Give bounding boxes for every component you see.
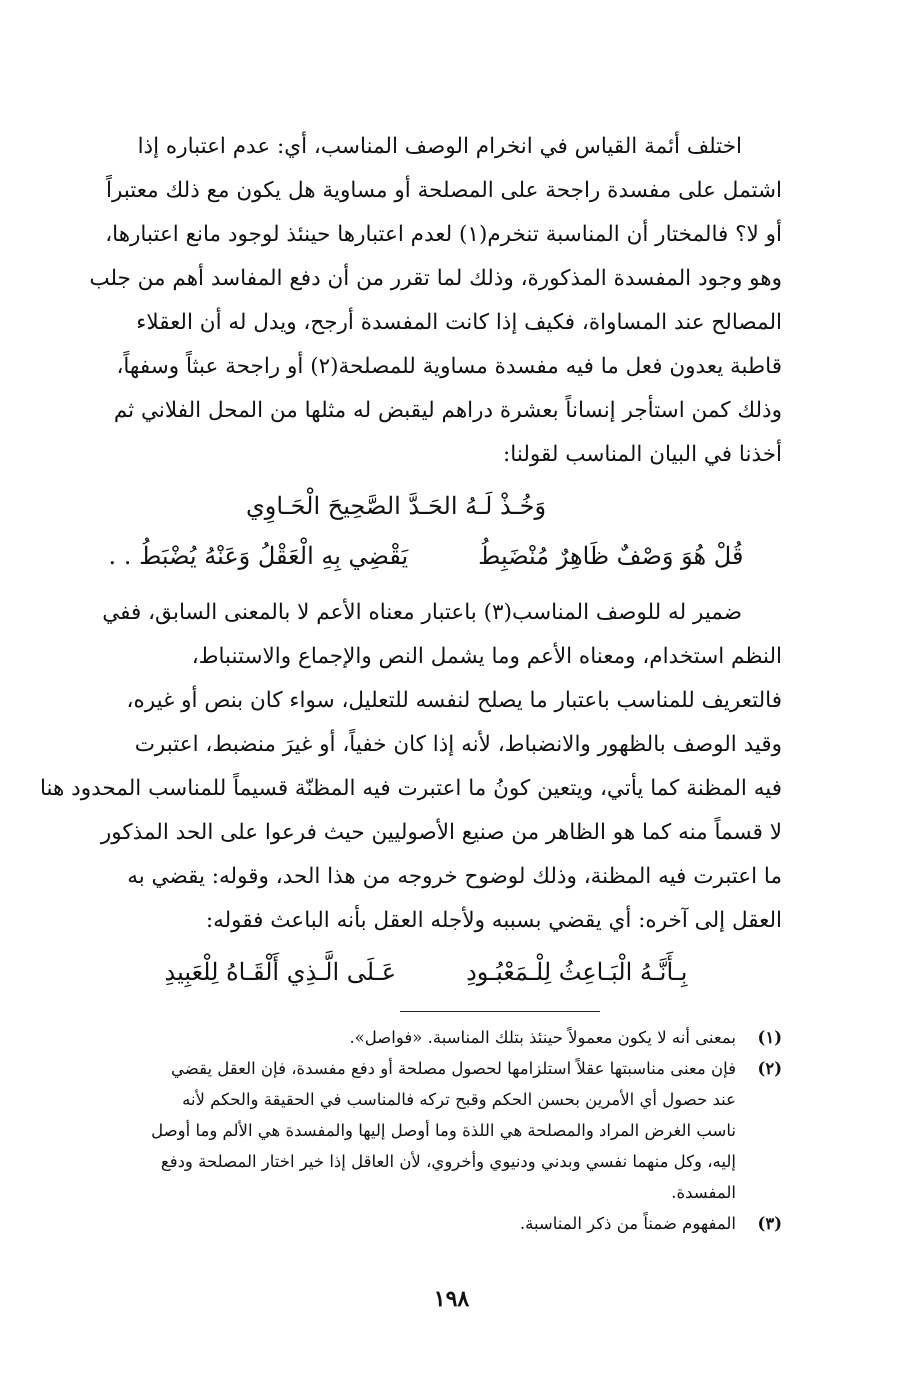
verse-1-line-2: [70, 531, 782, 581]
paragraph-1-line: وهو وجود المفسدة المذكورة، وذلك لما تقرر من أن دفع المفاسد أهم من جلب: [89, 266, 782, 291]
footnote-text: [70, 1208, 736, 1239]
footnote-divider: [400, 1011, 600, 1012]
paragraph-1-line: المصالح عند المساواة، فكيف إذا كانت المفسدة أرجح، ويدل له أن العقلاء: [136, 310, 782, 335]
paragraph-2-line: النظم استخدام، ومعناه الأعم وما يشمل النص والإجماع والاستنباط،: [191, 644, 782, 669]
paragraph-2-line: وقيد الوصف بالظهور والانضباط، لأنه إذا كان خفياً، أو غيرَ منضبط، اعتبرت: [134, 732, 782, 757]
paragraph-2-line: فيه المظنة كما يأتي، ويتعين كونُ ما اعتبرت فيه المظنّة قسيماً للمناسب المحدود هنا: [39, 776, 782, 801]
paragraph-2: [39, 591, 782, 943]
footnote-line: ناسب الغرض المراد والمصلحة هي اللذة وما أوصل إليها والمفسدة هي الألم وما أوصل: [151, 1121, 736, 1140]
footnote-1: [70, 1022, 782, 1053]
paragraph-1-line: اشتمل على مفسدة راجحة على المصلحة أو مساوية هل يكون مع ذلك معتبراً: [105, 178, 782, 203]
footnote-text: [70, 1022, 736, 1053]
footnote-3: [70, 1208, 782, 1239]
paragraph-2-line: ما اعتبرت فيه المظنة، وذلك لوضوح خروجه من هذا الحد، وقوله: يقضي به: [127, 864, 782, 889]
footnote-2: [70, 1053, 782, 1208]
paragraph-1-line: قاطبة يعدون فعل ما فيه مفسدة مساوية للمصلحة(٢) أو راجحة عبثاً وسفهاً،: [116, 354, 782, 379]
footnote-line: فإن معنى مناسبتها عقلاً استلزامها لحصول مصلحة أو دفع مفسدة، فإن العقل يقضي: [171, 1059, 736, 1078]
paragraph-1-line: اختلف أئمة القياس في انخرام الوصف المناسب، أي: عدم اعتباره إذا: [137, 134, 742, 159]
paragraph-2-line: ضمير له للوصف المناسب(٣) باعتبار معناه الأعم لا بالمعنى السابق، ففي: [102, 600, 742, 625]
verse-1-hemistich: وَخُـذْ لَـهُ الحَـدَّ الصَّحِيحَ الْحَـاوِي: [245, 492, 547, 520]
paragraph-1-line: أخذنا في البيان المناسب لقولنا:: [503, 442, 782, 467]
verse-2: [70, 947, 782, 997]
verse-1-hemistich-right: قُلْ هُوَ وَصْفٌ ظَاهِرٌ مُنْضَبِطُ: [478, 542, 744, 570]
footnote-text: [70, 1053, 736, 1208]
footnote-line: عند حصول أي الأمرين بحسن الحكم وقبح تركه فالمناسب في الحقيقة والحكم لأنه: [182, 1090, 736, 1109]
paragraph-2-line: العقل إلى آخره: أي يقضي بسببه ولأجله العقل بأنه الباعث فقوله:: [205, 908, 782, 933]
footnote-line: إليه، وكل منهما نفسي وبدني ودنيوي وأخروي، لأن العاقل إذا خير اختار المصلحة ودفع: [160, 1152, 736, 1171]
verse-1-hemistich-left: يَقْضِي بِهِ الْعَقْلُ وَعَنْهُ يُضْبَطُ . .: [108, 542, 409, 570]
footnote-number: (٢): [757, 1059, 782, 1078]
paragraph-2-line: لا قسماً منه كما هو الظاهر من صنيع الأصوليين حيث فرعوا على الحد المذكور: [100, 820, 782, 845]
footnote-line: المفسدة.: [671, 1183, 736, 1202]
paragraph-2-line: فالتعريف للمناسب باعتبار ما يصلح لنفسه للتعليل، سواء كان بنص أو غيره،: [126, 688, 782, 713]
footnote-number: (٣): [757, 1214, 782, 1233]
paragraph-1-line: وذلك كمن استأجر إنساناً بعشرة دراهم ليقبض له مثلها من المحل الفلاني ثم: [113, 398, 782, 423]
verse-2-hemistich-right: بِـأَنَّـهُ الْبَـاعِثُ لِلْـمَعْبُـودِ: [466, 958, 688, 986]
footnotes: [70, 1022, 782, 1239]
page-number: ١٩٨: [433, 1286, 470, 1312]
verse-2-hemistich-left: عَـلَى الَّـذِي أَلْقَـاهُ لِلْعَبِيدِ: [164, 958, 397, 986]
page-body: [39, 125, 782, 1239]
footnote-line: بمعنى أنه لا يكون معمولاً حينئذ بتلك المناسبة. «فواصل».: [349, 1028, 736, 1047]
footnote-line: المفهوم ضمناً من ذكر المناسبة.: [519, 1214, 736, 1233]
verse-2-line: [70, 947, 782, 997]
verse-1: [70, 481, 782, 581]
paragraph-1-line: أو لا؟ فالمختار أن المناسبة تنخرم(١) لعدم اعتبارها حينئذ لوجود مانع اعتبارها،: [105, 222, 782, 247]
paragraph-1: [70, 125, 782, 477]
footnote-number: (١): [757, 1028, 782, 1047]
verse-1-line-1: [70, 481, 782, 531]
